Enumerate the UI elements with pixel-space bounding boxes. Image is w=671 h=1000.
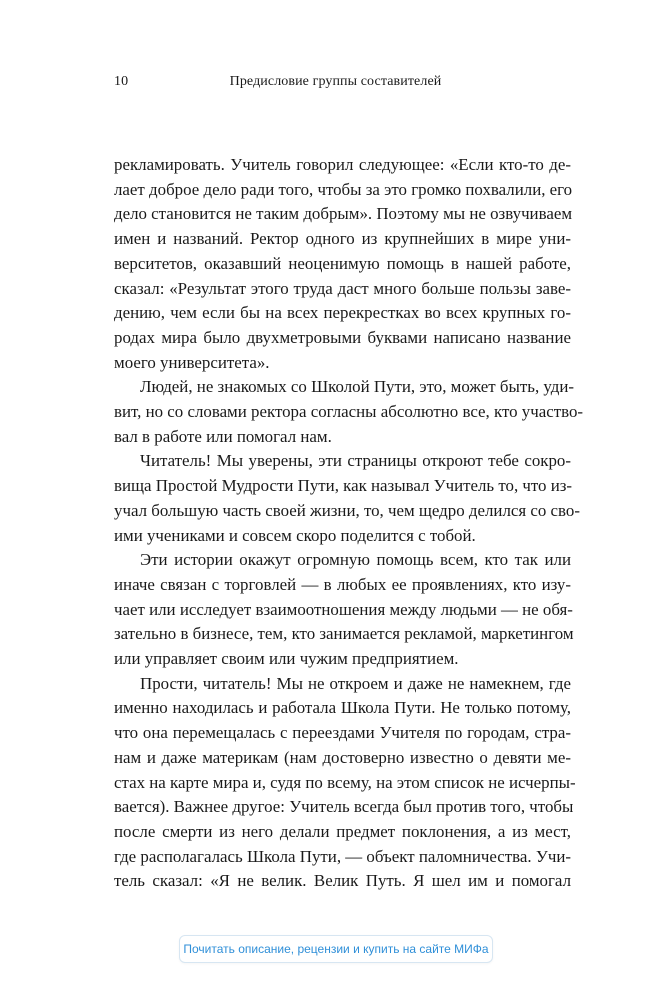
text-line: моего университета». — [114, 352, 270, 372]
text-line: дению, чем если бы на всех перекрестках во всех крупных го- — [114, 303, 571, 323]
text-line: нам и даже материкам (нам достоверно известно о девяти ме- — [114, 747, 571, 767]
text-line: что она перемещалась с переездами Учителя по городам, стра- — [114, 723, 571, 743]
text-line: верситетов, оказавший неоценимую помощь в нашей работе, — [114, 253, 571, 273]
paragraph — [114, 449, 580, 548]
body-text — [114, 153, 584, 894]
text-line: после смерти из него делали предмет поклонения, а из мест, — [114, 821, 571, 841]
page-header — [114, 74, 557, 98]
text-line: зательно в бизнесе, тем, кто занимается рекламой, маркетингом — [114, 624, 574, 644]
text-line: или управляет своим или чужим предприятием. — [114, 649, 459, 669]
text-line: вал в работе или помогал нам. — [114, 426, 332, 446]
text-line: тель сказал: «Я не велик. Велик Путь. Я шел им и помогал — [114, 871, 571, 891]
text-line: где располагалась Школа Пути, — объект паломничества. Учи- — [114, 846, 571, 866]
text-line: Прости, читатель! Мы не откроем и даже не намекнем, где — [140, 673, 571, 693]
paragraph — [114, 153, 571, 375]
text-line: родах мира было двухметровыми буквами написано название — [114, 327, 571, 347]
text-line: Читатель! Мы уверены, эти страницы откроют тебе сокро- — [140, 451, 571, 471]
text-line: именно находилась и работала Школа Пути. Не только потому, — [114, 698, 571, 718]
text-line: Эти истории окажут огромную помощь всем, кто так или — [140, 550, 571, 570]
page-number: 10 — [114, 74, 129, 89]
text-line: вища Простой Мудрости Пути, как называл Учитель то, что из- — [114, 476, 573, 496]
paragraph — [114, 548, 574, 672]
text-line: ими учениками и совсем скоро поделится с тобой. — [114, 525, 476, 545]
text-line: имен и названий. Ректор одного из крупнейших в мире уни- — [114, 229, 571, 249]
text-line: вается). Важнее другое: Учитель всегда был против того, чтобы — [114, 797, 574, 817]
text-line: чает или исследует взаимоотношения между людьми — не обя- — [114, 599, 573, 619]
running-title: Предисловие группы составителей — [229, 74, 442, 89]
text-line: вит, но со словами ректора согласны абсолютно все, кто участво- — [114, 402, 584, 422]
text-line: иначе связан с торговлей — в любых ее проявлениях, кто изу- — [114, 574, 571, 594]
text-line: учал большую часть своей жизни, то, чем щедро делился со сво- — [114, 500, 580, 520]
paragraph — [114, 672, 576, 894]
text-line: сказал: «Результат этого труда даст много больше пользы заве- — [114, 278, 571, 298]
paragraph — [114, 375, 584, 449]
text-line: стах на карте мира и, судя по всему, на этом список не исчерпы- — [114, 772, 576, 792]
text-line: рекламировать. Учитель говорил следующее: «Если кто-то де- — [114, 155, 571, 174]
text-line: дело становится не таким добрым». Поэтому мы не озвучиваем — [114, 204, 573, 224]
text-line: лает доброе дело ради того, чтобы за это громко похвалили, его — [114, 179, 573, 199]
buy-on-mif-link[interactable]: Почитать описание, рецензии и купить на сайте МИФа — [179, 935, 493, 963]
text-line: Людей, не знакомых со Школой Пути, это, может быть, уди- — [140, 377, 575, 397]
